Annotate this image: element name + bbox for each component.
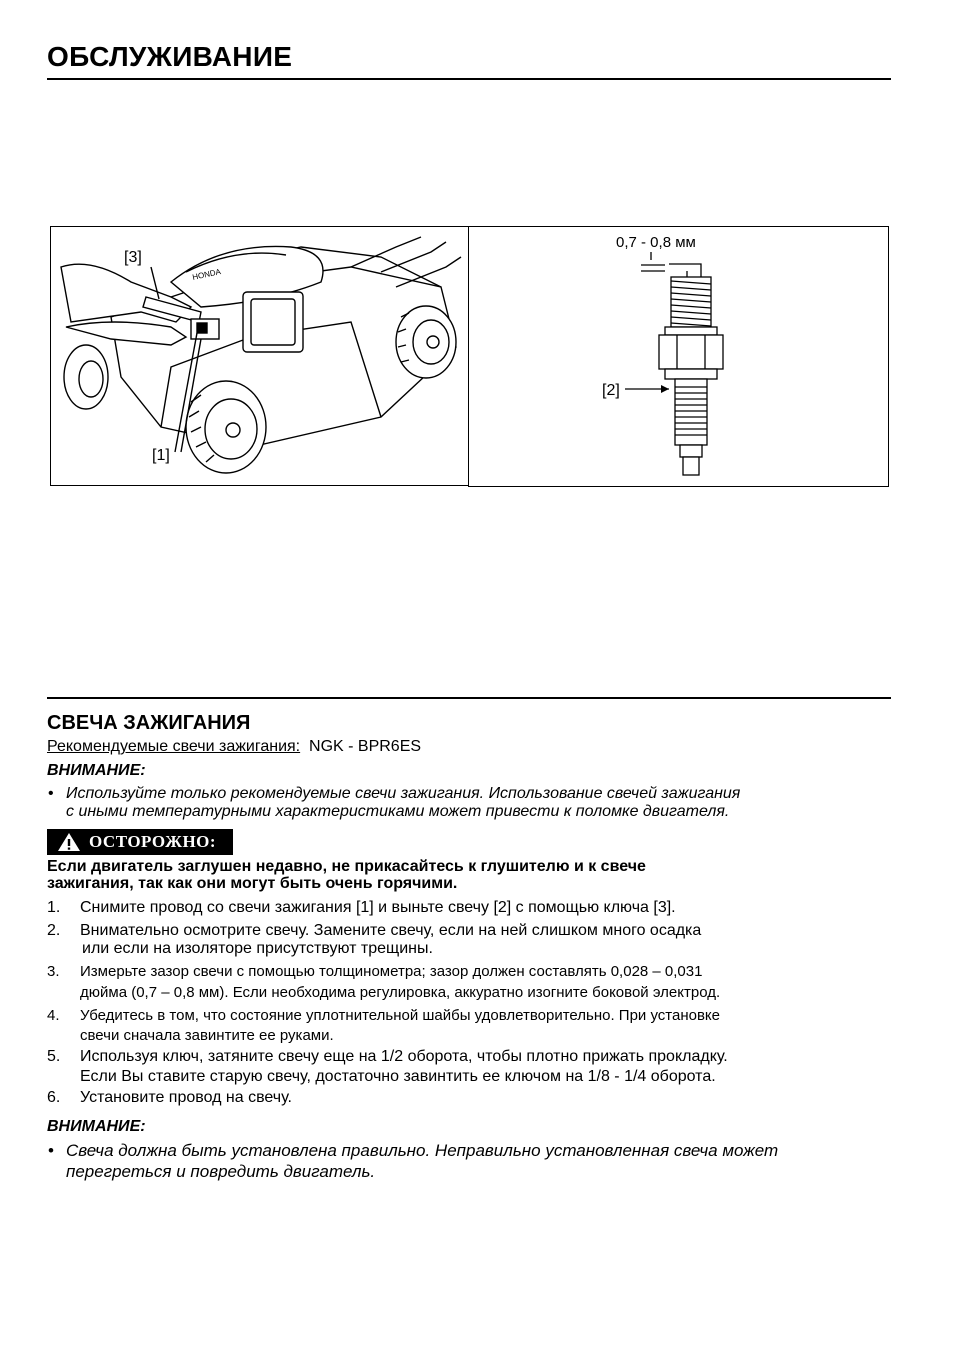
warning-badge-label: ОСТОРОЖНО: (89, 832, 217, 851)
step-text: Убедитесь в том, что состояние уплотнительной шайбы удовлетворительно. При установке (80, 1007, 721, 1024)
step-text: свечи сначала завинтите ее руками. (80, 1027, 334, 1044)
section-rule (47, 697, 891, 699)
section-title: СВЕЧА ЗАЖИГАНИЯ (47, 712, 251, 734)
step-text: или если на изоляторе присутствуют трещины. (82, 940, 433, 957)
warning-triangle-icon (57, 832, 81, 852)
notice-bullet: • (48, 1141, 54, 1160)
mower-figure (50, 226, 471, 486)
step-text: Снимите провод со свечи зажигания [1] и выньте свечу [2] с помощью ключа [3]. (80, 899, 676, 916)
brand-text: HONDA (191, 267, 222, 282)
warning-badge (47, 829, 233, 855)
step-number: 3. (47, 963, 60, 980)
step-text: Измерьте зазор свечи с помощью толщинометра; зазор должен составлять 0,028 – 0,031 (80, 963, 703, 980)
mower-illustration (51, 227, 470, 485)
notice-line: Свеча должна быть установлена правильно. Неправильно установленная свеча может (66, 1141, 779, 1160)
step-text: дюйма (0,7 – 0,8 мм). Если необходима регулировка, аккуратно изогните боковой электрод. (80, 984, 721, 1001)
step-text: Если Вы ставите старую свечу, достаточно завинтить ее ключом на 1/8 - 1/4 оборота. (80, 1068, 716, 1085)
callout-1: [1] (152, 447, 170, 464)
notice-line: с иными температурными характеристиками может привести к поломке двигателя. (66, 803, 730, 820)
step-text: Используя ключ, затяните свечу еще на 1/2 оборота, чтобы плотно прижать прокладку. (80, 1048, 728, 1065)
recommended-plug-line (47, 737, 421, 757)
callout-3: [3] (124, 249, 142, 266)
notice-line: Используйте только рекомендуемые свечи зажигания. Использование свечей зажигания (66, 785, 741, 802)
notice-title: ВНИМАНИЕ: (47, 762, 146, 779)
gap-label: 0,7 - 0,8 мм (616, 234, 696, 251)
step-number: 5. (47, 1048, 61, 1065)
recommended-value: NGK - BPR6ES (309, 738, 422, 755)
warning-line: Если двигатель заглушен недавно, не прикасайтесь к глушителю и к свече (47, 858, 646, 875)
notice-title: ВНИМАНИЕ: (47, 1118, 146, 1135)
header-rule (47, 78, 891, 80)
spark-plug-figure (468, 226, 889, 487)
step-number: 6. (47, 1089, 61, 1106)
warning-text (47, 858, 907, 892)
recommended-label: Рекомендуемые свечи зажигания: (47, 738, 301, 755)
warning-line: зажигания, так как они могут быть очень горячими. (47, 875, 458, 892)
notice-line: перегреться и повредить двигатель. (66, 1162, 376, 1181)
step-number: 2. (47, 922, 61, 939)
callout-2: [2] (602, 382, 620, 399)
spark-plug-illustration (469, 227, 888, 486)
step-number: 4. (47, 1007, 60, 1024)
step-number: 1. (47, 899, 61, 916)
notice-bullet: • (48, 785, 54, 802)
page-title: ОБСЛУЖИВАНИЕ (47, 41, 293, 72)
step-text: Внимательно осмотрите свечу. Замените свечу, если на ней слишком много осадка (80, 922, 702, 939)
step-text: Установите провод на свечу. (80, 1089, 292, 1106)
